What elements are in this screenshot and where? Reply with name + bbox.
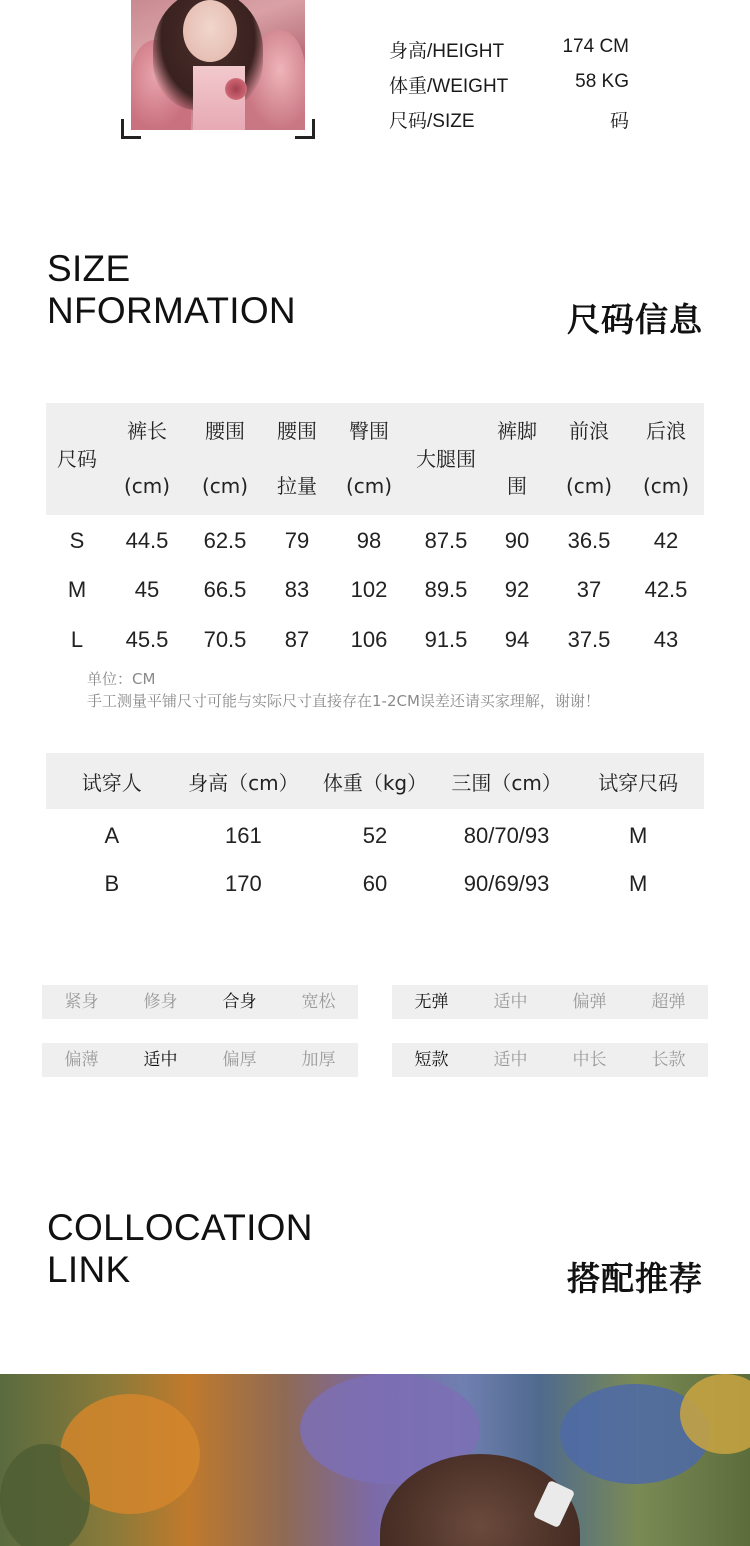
tester-cell: 52 bbox=[362, 823, 388, 848]
tester-cell: 170 bbox=[225, 871, 262, 896]
scale-option: 加厚 bbox=[301, 1050, 336, 1070]
size-title-line2: NFORMATION bbox=[47, 290, 296, 331]
frame-corner-right bbox=[295, 119, 315, 139]
size-cell: 37 bbox=[576, 577, 602, 602]
scale-option: 无弹 bbox=[414, 992, 449, 1012]
size-header-cell: 腰围 拉量 bbox=[277, 419, 317, 498]
tester-cell: A bbox=[104, 823, 120, 848]
size-cell: 102 bbox=[350, 577, 388, 602]
size-cell: 87 bbox=[284, 627, 310, 652]
size-cell: 83 bbox=[284, 577, 310, 602]
tester-table bbox=[46, 753, 704, 909]
tester-cell: M bbox=[629, 823, 648, 848]
model-height-value: 174 CM bbox=[562, 36, 629, 57]
scale-option: 中长 bbox=[572, 1050, 607, 1070]
size-cell: L bbox=[70, 627, 84, 652]
size-cell: 92 bbox=[504, 577, 530, 602]
collocation-photo bbox=[0, 1374, 750, 1546]
disclaimer-note: 手工测量平铺尺寸可能与实际尺寸直接存在1-2CM误差还请买家理解，谢谢！ bbox=[87, 692, 600, 710]
size-header-cell: 臀围 (cm) bbox=[345, 419, 393, 498]
tester-cell: B bbox=[104, 871, 120, 896]
scale-option: 适中 bbox=[493, 1050, 528, 1070]
tester-table-header-row bbox=[46, 753, 704, 809]
size-header-cell: 前浪 (cm) bbox=[565, 419, 613, 498]
thickness-scale bbox=[42, 1043, 358, 1077]
tester-cell: M bbox=[629, 871, 648, 896]
size-cell: 37.5 bbox=[567, 627, 611, 652]
collocation-title-line1: COLLOCATION bbox=[47, 1207, 313, 1248]
size-header-cell: 裤长 (cm) bbox=[123, 419, 171, 498]
tester-cell: 60 bbox=[362, 871, 388, 896]
size-cell: 42 bbox=[653, 528, 679, 553]
table-row bbox=[46, 615, 704, 665]
scale-option: 修身 bbox=[143, 992, 178, 1012]
stretch-scale bbox=[392, 985, 708, 1019]
model-weight-row bbox=[389, 71, 629, 106]
collocation-title-line2: LINK bbox=[47, 1249, 131, 1290]
tester-cell: 90/69/93 bbox=[463, 871, 550, 896]
model-info bbox=[389, 36, 629, 141]
tester-header-cell: 试穿尺码 bbox=[598, 770, 679, 795]
size-cell: 106 bbox=[350, 627, 388, 652]
table-row bbox=[46, 859, 704, 909]
size-title-line1: SIZE bbox=[47, 248, 131, 289]
scale-option: 适中 bbox=[143, 1050, 178, 1070]
model-height-row bbox=[389, 36, 629, 71]
scale-option: 偏厚 bbox=[222, 1050, 257, 1070]
size-cell: 43 bbox=[653, 627, 679, 652]
size-cell: 98 bbox=[356, 528, 382, 553]
size-cell: 90 bbox=[504, 528, 530, 553]
scale-option: 短款 bbox=[414, 1050, 449, 1070]
size-cell: 91.5 bbox=[424, 627, 468, 652]
size-section-title-cn: 尺码信息 bbox=[567, 300, 703, 339]
size-header-cell: 裤脚 围 bbox=[497, 419, 537, 498]
size-cell: 36.5 bbox=[567, 528, 611, 553]
size-cell: 66.5 bbox=[203, 577, 247, 602]
tester-cell: 80/70/93 bbox=[463, 823, 550, 848]
size-header-cell: 大腿围 bbox=[416, 446, 476, 471]
model-photo bbox=[131, 0, 305, 130]
fit-scale bbox=[42, 985, 358, 1019]
size-cell: 45 bbox=[134, 577, 160, 602]
scale-option: 合身 bbox=[222, 992, 257, 1012]
size-cell: 87.5 bbox=[424, 528, 468, 553]
model-size-label: 尺码/SIZE bbox=[389, 111, 475, 132]
model-height-label: 身高/HEIGHT bbox=[389, 41, 505, 62]
model-size-value: 码 bbox=[609, 111, 629, 132]
measurement-note bbox=[87, 668, 600, 712]
size-section-title-en bbox=[47, 248, 296, 332]
collocation-section-title-en bbox=[47, 1207, 313, 1291]
size-cell: 79 bbox=[284, 528, 310, 553]
model-weight-value: 58 KG bbox=[575, 71, 629, 92]
photo-rose bbox=[225, 78, 247, 100]
tester-header-cell: 试穿人 bbox=[81, 770, 142, 795]
size-cell: 42.5 bbox=[644, 577, 688, 602]
unit-note: 单位：CM bbox=[87, 670, 156, 688]
size-cell: 89.5 bbox=[424, 577, 468, 602]
photo-foliage bbox=[0, 1444, 90, 1546]
table-row bbox=[46, 515, 704, 565]
tester-header-cell: 体重（kg） bbox=[322, 770, 428, 795]
table-row bbox=[46, 565, 704, 615]
model-weight-label: 体重/WEIGHT bbox=[389, 76, 509, 97]
size-cell: 45.5 bbox=[125, 627, 169, 652]
size-cell: S bbox=[69, 528, 85, 553]
tester-cell: 161 bbox=[225, 823, 262, 848]
size-header-cell: 后浪 (cm) bbox=[642, 419, 690, 498]
scale-option: 偏弹 bbox=[572, 992, 607, 1012]
size-cell: 70.5 bbox=[203, 627, 247, 652]
size-header-cell: 腰围 (cm) bbox=[201, 419, 249, 498]
scale-option: 偏薄 bbox=[64, 1050, 99, 1070]
scale-option: 超弹 bbox=[651, 992, 686, 1012]
scale-option: 适中 bbox=[493, 992, 528, 1012]
size-cell: 44.5 bbox=[125, 528, 169, 553]
tester-header-cell: 三围（cm） bbox=[451, 770, 562, 795]
size-cell: 62.5 bbox=[203, 528, 247, 553]
size-header-cell: 尺码 bbox=[57, 446, 97, 471]
length-scale bbox=[392, 1043, 708, 1077]
frame-corner-left bbox=[121, 119, 141, 139]
size-table-header-row bbox=[46, 403, 704, 515]
size-table bbox=[46, 403, 704, 665]
table-row bbox=[46, 809, 704, 859]
size-cell: 94 bbox=[504, 627, 530, 652]
size-cell: M bbox=[67, 577, 87, 602]
scale-option: 宽松 bbox=[301, 992, 336, 1012]
tester-header-cell: 身高（cm） bbox=[188, 770, 299, 795]
collocation-section-title-cn: 搭配推荐 bbox=[567, 1259, 703, 1298]
scale-option: 紧身 bbox=[64, 992, 99, 1012]
photo-face bbox=[183, 0, 237, 62]
model-size-row bbox=[389, 106, 629, 141]
scale-option: 长款 bbox=[651, 1050, 686, 1070]
